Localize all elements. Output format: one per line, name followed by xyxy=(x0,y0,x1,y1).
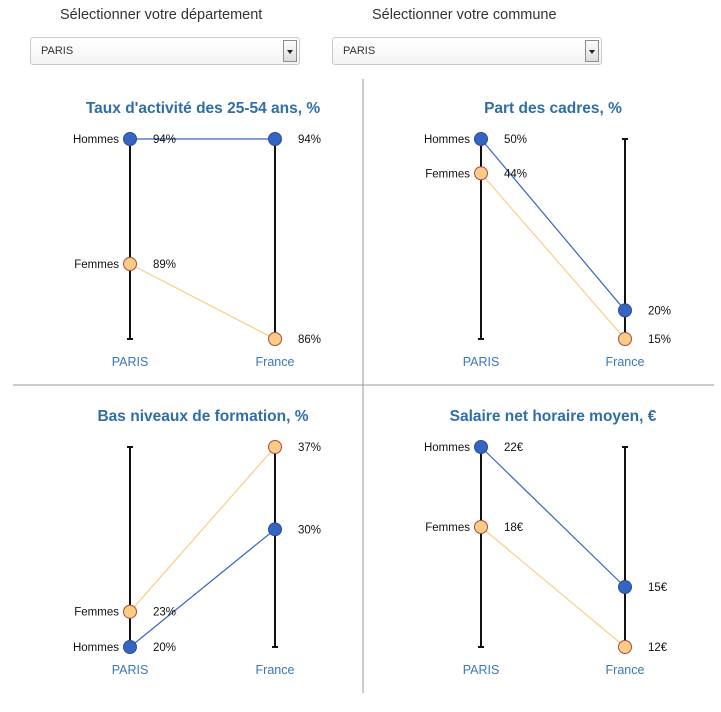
department-select-value: PARIS xyxy=(41,45,74,57)
data-point-hommes xyxy=(619,304,632,317)
series-line-femmes xyxy=(481,173,625,339)
data-point-femmes xyxy=(124,605,137,618)
series-line-hommes xyxy=(130,529,275,647)
series-name-label: Hommes xyxy=(72,642,119,654)
data-point-hommes xyxy=(475,441,488,454)
series-name-label: Hommes xyxy=(72,134,119,146)
commune-select-label: Sélectionner votre commune xyxy=(372,7,557,23)
data-point-hommes xyxy=(269,523,282,536)
data-label: 94% xyxy=(153,134,177,146)
data-point-femmes xyxy=(619,641,632,654)
commune-select-value: PARIS xyxy=(343,45,376,57)
data-label: 89% xyxy=(153,259,177,271)
series-line-femmes xyxy=(130,447,275,612)
category-label: PARIS xyxy=(111,355,149,369)
data-label: 15€ xyxy=(648,582,668,594)
series-name-label: Femmes xyxy=(74,259,119,271)
category-label: France xyxy=(605,355,645,369)
data-point-hommes xyxy=(619,581,632,594)
category-label: France xyxy=(255,355,295,369)
data-point-femmes xyxy=(475,521,488,534)
chart-title: Bas niveaux de formation, % xyxy=(97,408,309,425)
category-label: France xyxy=(605,663,645,677)
category-label: PARIS xyxy=(462,663,500,677)
data-point-hommes xyxy=(475,133,488,146)
data-label: 23% xyxy=(153,606,177,619)
series-name-label: Femmes xyxy=(425,522,470,534)
series-line-femmes xyxy=(481,527,625,647)
series-name-label: Hommes xyxy=(423,442,470,454)
data-label: 20% xyxy=(648,305,672,318)
data-label: 86% xyxy=(298,334,322,346)
series-line-hommes xyxy=(481,447,625,587)
series-line-femmes xyxy=(130,264,275,339)
data-label: 50% xyxy=(504,134,528,146)
chart-title: Part des cadres, % xyxy=(484,100,622,117)
department-select-label: Sélectionner votre département xyxy=(60,7,263,23)
data-point-hommes xyxy=(124,133,137,146)
category-label: PARIS xyxy=(462,355,500,369)
data-label: 20% xyxy=(153,642,177,654)
category-label: PARIS xyxy=(111,663,149,677)
data-point-hommes xyxy=(269,133,282,146)
series-name-label: Femmes xyxy=(425,168,470,181)
data-point-femmes xyxy=(269,441,282,454)
chart-title: Salaire net horaire moyen, € xyxy=(449,408,657,425)
data-label: 44% xyxy=(504,168,528,181)
category-label: France xyxy=(255,663,295,677)
data-label: 22€ xyxy=(504,442,524,454)
data-point-femmes xyxy=(619,333,632,346)
series-line-hommes xyxy=(481,139,625,310)
series-name-label: Femmes xyxy=(74,606,119,619)
series-name-label: Hommes xyxy=(423,134,470,146)
data-label: 12€ xyxy=(648,642,668,654)
data-label: 18€ xyxy=(504,522,524,534)
data-label: 94% xyxy=(298,134,322,146)
data-point-femmes xyxy=(269,333,282,346)
data-point-femmes xyxy=(124,258,137,271)
chart-title: Taux d'activité des 25-54 ans, % xyxy=(85,100,321,117)
data-point-femmes xyxy=(475,167,488,180)
data-label: 30% xyxy=(298,524,322,537)
data-point-hommes xyxy=(124,641,137,654)
data-label: 37% xyxy=(298,442,322,454)
data-label: 15% xyxy=(648,334,672,346)
